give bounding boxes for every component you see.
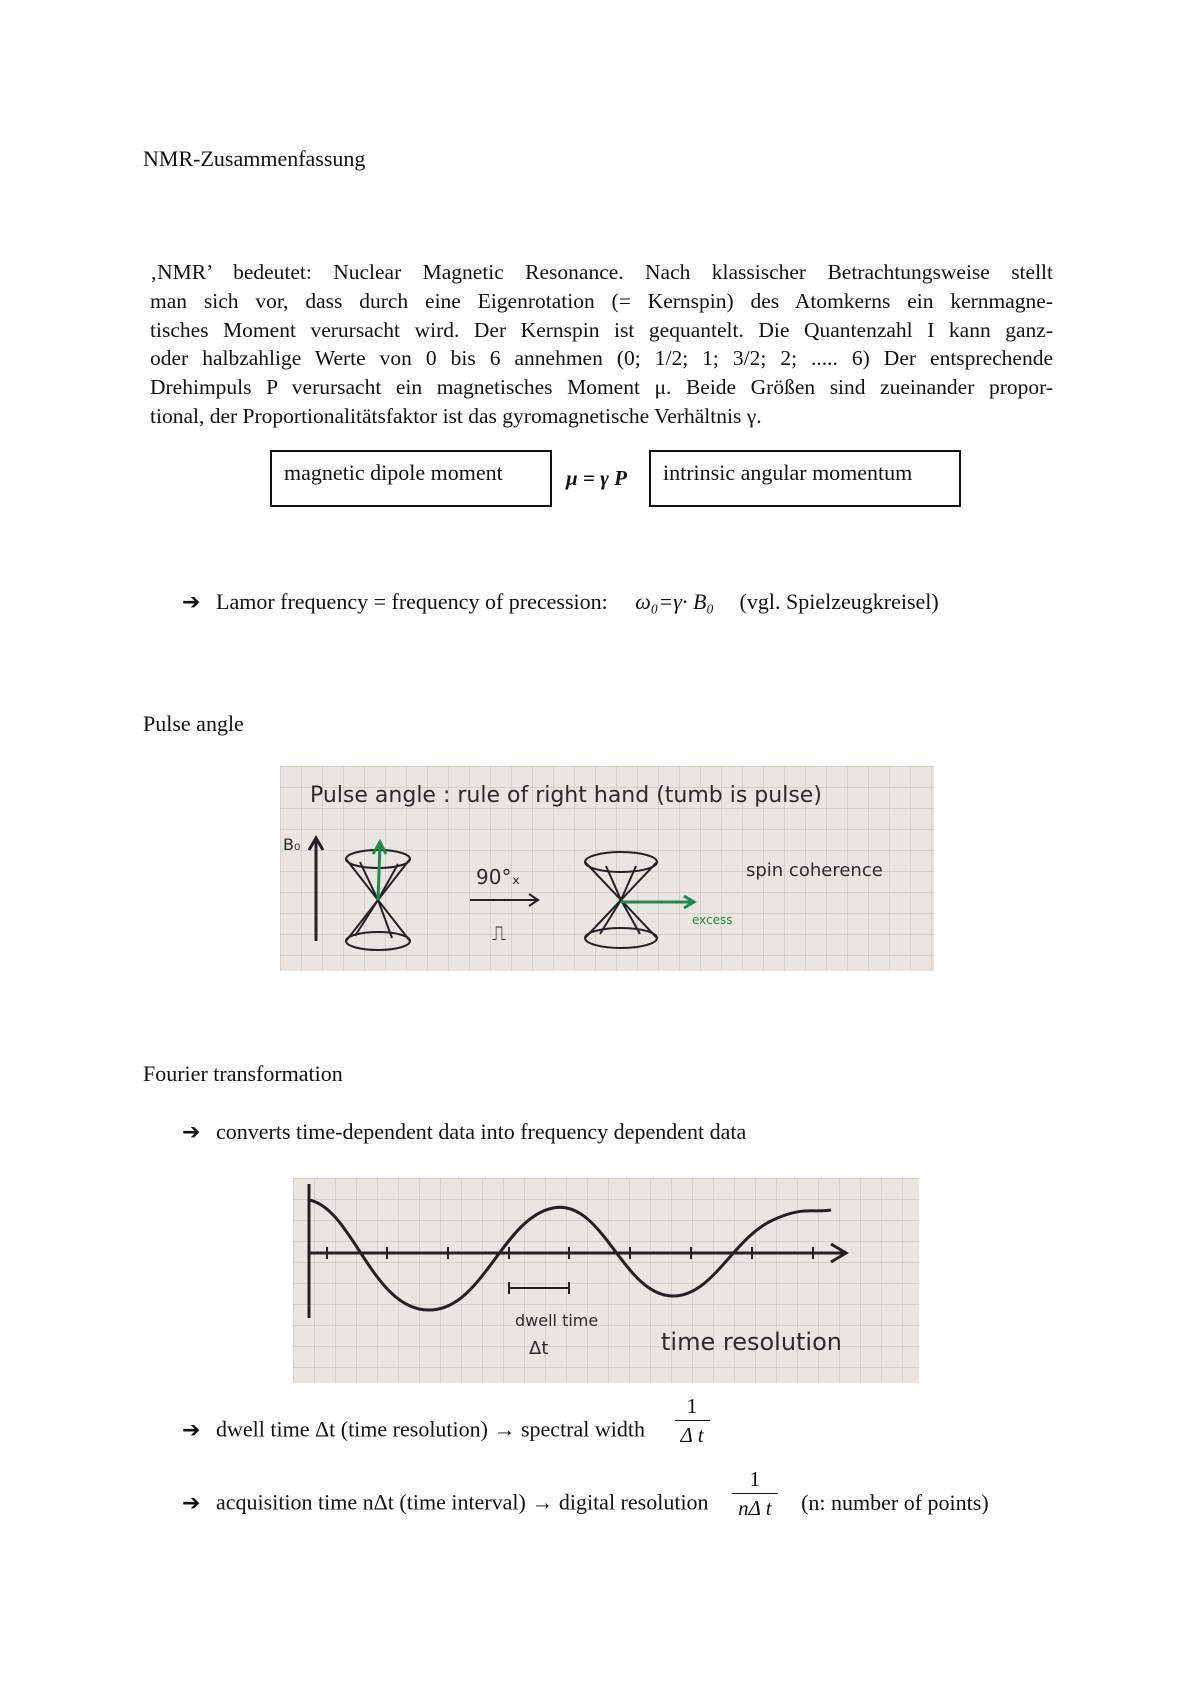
dwell-time-text: dwell time Δt (time resolution) → spectral width	[216, 1416, 645, 1442]
page-title: NMR-Zusammenfassung	[143, 146, 366, 171]
intro-line: ‚NMR’ bedeutet: Nuclear Magnetic Resonance. Nach klassischer Betrachtungsweise stellt	[150, 260, 1053, 284]
time-resolution-label: time resolution	[661, 1328, 842, 1356]
larmor-bullet	[182, 589, 939, 615]
pulse-photo-title: Pulse angle : rule of right hand (tumb is pulse)	[310, 783, 822, 808]
delta-t-label: Δt	[529, 1338, 549, 1359]
larmor-note: (vgl. Spielzeugkreisel)	[739, 589, 939, 614]
intro-line: tional, der Proportionalitätsfaktor ist das gyromagnetische Verhältnis γ.	[150, 403, 762, 428]
acquisition-note: (n: number of points)	[801, 1489, 989, 1515]
spectral-width-fraction	[675, 1392, 710, 1449]
intro-line: oder halbzahlige Werte von 0 bis 6 annehmen (0; 1/2; 1; 3/2; 2; ..... 6) Der entsprechende	[150, 346, 1053, 371]
fourier-bullet-text: converts time-dependent data into frequency dependent data	[216, 1119, 747, 1144]
magnetic-dipole-box	[270, 450, 552, 507]
angular-momentum-label: intrinsic angular momentum	[663, 460, 913, 485]
excess-label: excess	[692, 913, 733, 927]
fourier-photo	[293, 1178, 919, 1383]
pulse-angle-photo	[280, 766, 934, 971]
spin-coherence-label: spin coherence	[746, 860, 883, 881]
dwell-time-label: dwell time	[515, 1311, 599, 1330]
fraction-numerator: 1	[675, 1392, 710, 1421]
digital-resolution-fraction	[732, 1465, 778, 1522]
intro-line: Drehimpuls P verursacht ein magnetisches Moment μ. Beide Größen sind zueinander propor-	[150, 375, 1053, 400]
fraction-denominator: Δ t	[680, 1423, 704, 1447]
angular-momentum-box	[649, 450, 961, 507]
fourier-bullet	[182, 1119, 746, 1145]
fraction-numerator: 1	[732, 1465, 778, 1494]
intro-line: man sich vor, dass durch eine Eigenrotation (= Kernspin) des Atomkerns ein kernmagne-	[150, 288, 1053, 313]
pulse-angle-heading: Pulse angle	[143, 711, 244, 736]
intro-paragraph	[150, 258, 1053, 431]
b0-label: B₀	[283, 835, 301, 854]
arrow-right-icon: ➔	[182, 1120, 201, 1145]
dwell-time-bullet	[182, 1394, 710, 1449]
acquisition-text: acquisition time nΔt (time interval) → digital resolution	[216, 1489, 709, 1515]
pulse-angle-label: 90°ₓ	[476, 865, 521, 889]
fraction-denominator: nΔ t	[738, 1496, 772, 1520]
arrow-right-icon: ➔	[182, 1490, 201, 1516]
arrow-right-icon: ➔	[182, 1417, 201, 1443]
intro-line: tisches Moment verursacht wird. Der Kernspin ist gequantelt. Die Quantenzahl I kann ganz-	[150, 317, 1053, 342]
larmor-text: Lamor frequency = frequency of precession:	[216, 589, 608, 614]
acquisition-time-bullet	[182, 1467, 989, 1522]
mu-formula: μ = γ P	[566, 466, 627, 490]
magnetic-dipole-label: magnetic dipole moment	[284, 460, 503, 485]
arrow-right-icon: ➔	[182, 590, 201, 615]
fourier-heading: Fourier transformation	[143, 1061, 343, 1086]
larmor-formula: ω₀=γ· B₀	[635, 589, 715, 614]
pulse-symbol: ⎍	[492, 921, 506, 945]
green-magnetization-arrow	[378, 844, 380, 900]
